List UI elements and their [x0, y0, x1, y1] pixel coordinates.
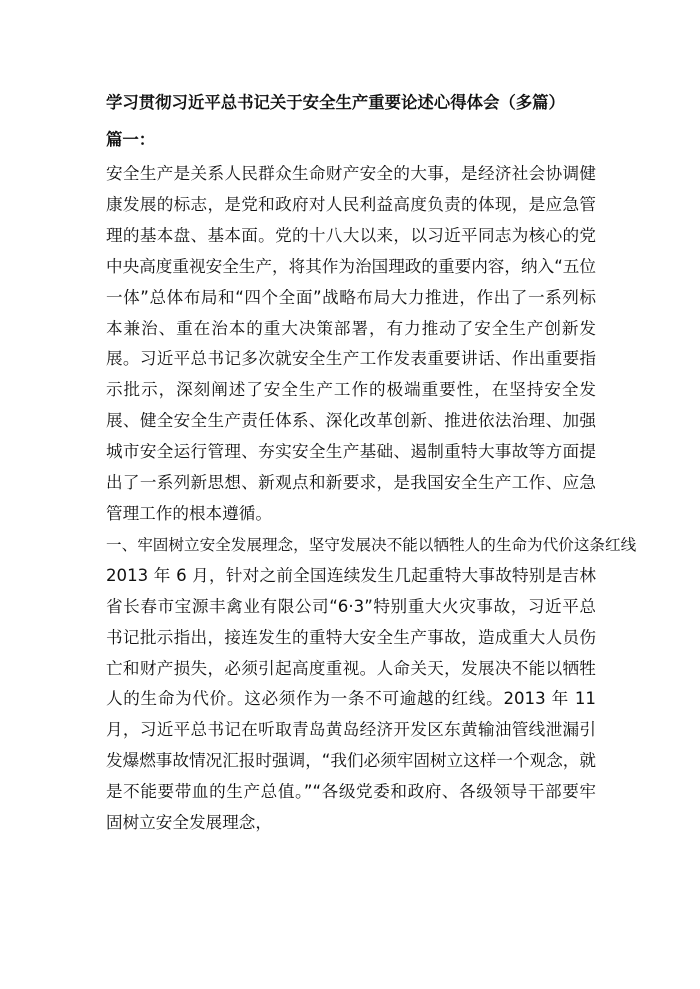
- paragraph-intro: 安全生产是关系人民群众生命财产安全的大事，是经济社会协调健康发展的标志，是党和政府对人民利益高度负责的体现，是应急管理的基本盘、基本面。党的十八大以来，以习近平同志为核心的党中央高度重视安全生产，将其作为治国理政的重要内容，纳入“五位一体”总体布局和“四个全面”战略布局大力推进，作出了一系列标本兼治、重在治本的重大决策部署，有力推动了安全生产创新发展。习近平总书记多次就安全生产工作发表重要讲话、作出重要指示批示，深刻阐述了安全生产工作的极端重要性，在坚持安全发展、健全安全生产责任体系、深化改革创新、推进依法治理、加强城市安全运行管理、夯实安全生产基础、遏制重特大事故等方面提出了一系列新思想、新观点和新要求，是我国安全生产工作、应急管理工作的根本遵循。: [106, 164, 596, 523]
- subheading-one: 一、牢固树立安全发展理念，坚守发展决不能以牺牲人的生命为代价这条红线: [106, 535, 637, 554]
- paragraph-red-line: 2013 年 6 月，针对之前全国连续发生几起重特大事故特别是吉林省长春市宝源丰禽业有限公司“6·3”特别重大火灾事故，习近平总书记批示指出，接连发生的重特大安全生产事故，造成重大人员伤亡和财产损失，必须引起高度重视。人命关天，发展决不能以牺牲人的生命为代价。这必须作为一条不可逾越的红线。2013 年 11 月，习近平总书记在听取青岛黄岛经济开发区东黄输油管线泄漏引发爆燃事故情况汇报时强调，“我们必须牢固树立这样一个观念，就是不能要带血的生产总值。”“各级党委和政府、各级领导干部要牢固树立安全发展理念，: [106, 565, 596, 833]
- document-title: 学习贯彻习近平总书记关于安全生产重要论述心得体会（多篇）: [106, 93, 565, 112]
- document-page: [106, 88, 637, 839]
- section-heading: 篇一：: [106, 130, 156, 149]
